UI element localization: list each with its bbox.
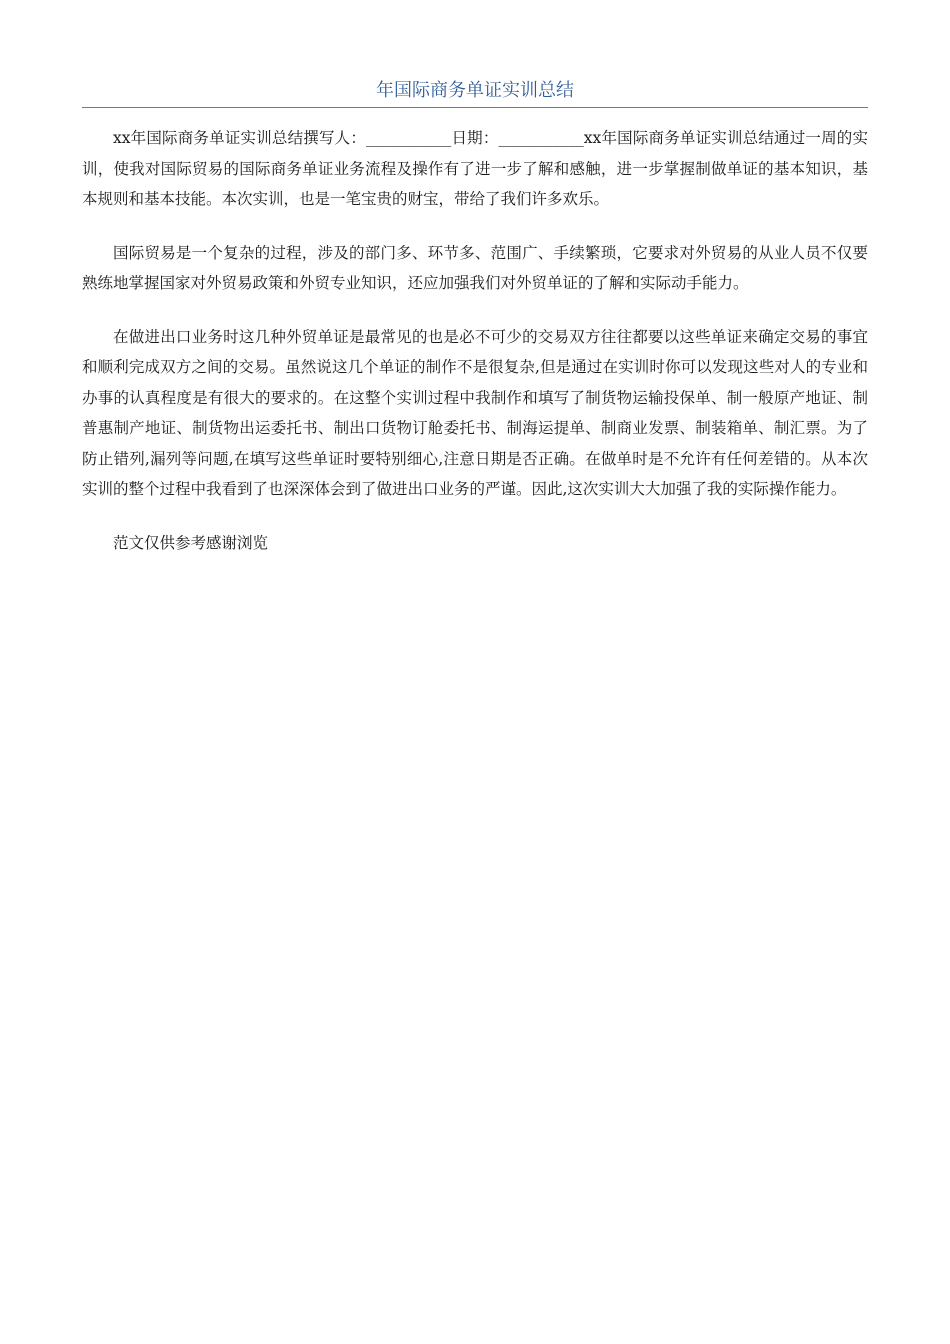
document-header-title: 年国际商务单证实训总结 [82,78,868,108]
document-page [82,78,868,558]
paragraph-training-details: 在做进出口业务时这几种外贸单证是最常见的也是必不可少的交易双方往往都要以这些单证来确定交易的事宜和顺利完成双方之间的交易。虽然说这几个单证的制作不是很复杂,但是通过在实训时你可以发现这些对人的专业和办事的认真程度是有很大的要求的。在这整个实训过程中我制作和填写了制货物运输投保单、制一般原产地证、制普惠制产地证、制货物出运委托书、制出口货物订舱委托书、制海运提单、制商业发票、制装箱单、制汇票。为了防止错列,漏列等问题,在填写这些单证时要特别细心,注意日期是否正确。在做单时是不允许有任何差错的。从本次实训的整个过程中我看到了也深深体会到了做进出口业务的严谨。因此,这次实训大大加强了我的实际操作能力。 [82,327,868,498]
paragraph-trade-overview: 国际贸易是一个复杂的过程，涉及的部门多、环节多、范围广、手续繁琐，它要求对外贸易的从业人员不仅要熟练地掌握国家对外贸易政策和外贸专业知识，还应加强我们对外贸单证的了解和实际动手能力。 [82,243,868,292]
paragraph-closing-note: 范文仅供参考感谢浏览 [113,533,269,552]
paragraph-intro: xx年国际商务单证实训总结撰写人：___________日期：___________xx年国际商务单证实训总结通过一周的实训，使我对国际贸易的国际商务单证业务流程及操作有了进一步了解和感触，进一步掌握制做单证的基本知识，基本规则和基本技能。本次实训，也是一笔宝贵的财宝，带给了我们许多欢乐。 [82,129,868,208]
